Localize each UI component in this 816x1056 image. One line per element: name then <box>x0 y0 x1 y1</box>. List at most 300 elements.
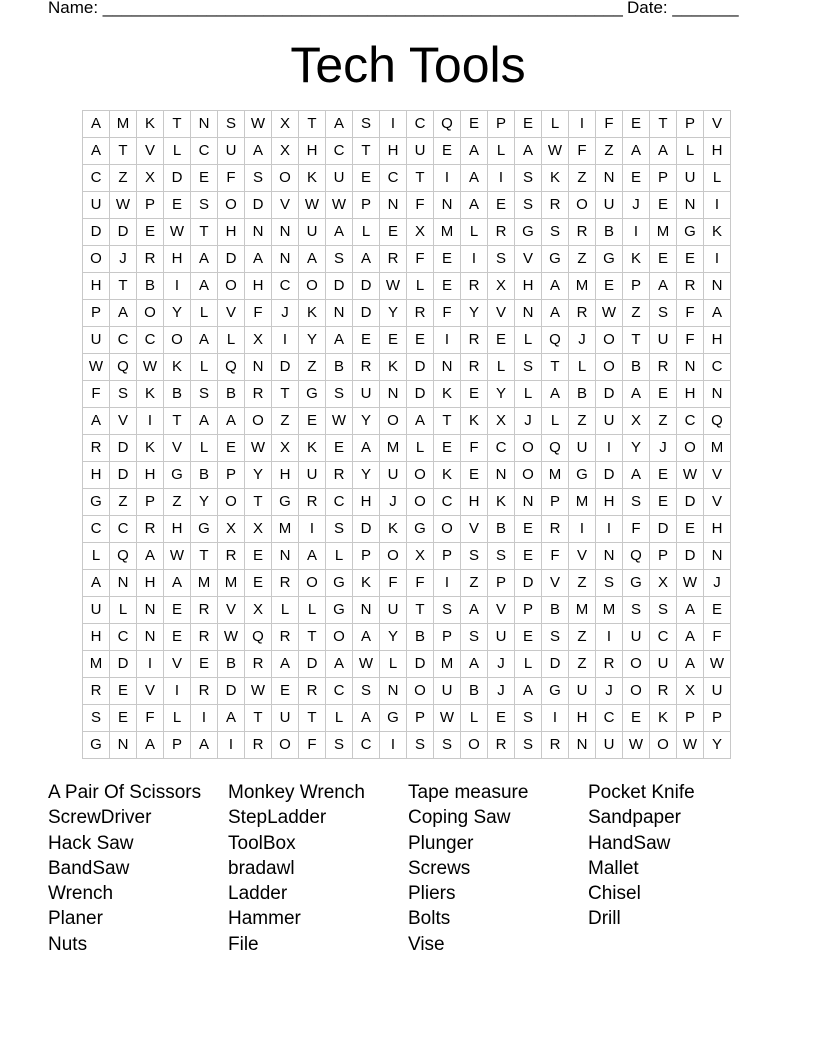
grid-cell: Z <box>569 570 596 597</box>
grid-cell: I <box>704 192 731 219</box>
grid-cell: J <box>488 651 515 678</box>
grid-cell: I <box>164 273 191 300</box>
grid-row <box>83 678 731 705</box>
grid-cell: N <box>245 354 272 381</box>
grid-cell: E <box>650 462 677 489</box>
grid-cell: A <box>83 111 110 138</box>
grid-row <box>83 273 731 300</box>
word-list-item: Sandpaper <box>588 807 681 829</box>
grid-cell: S <box>461 624 488 651</box>
grid-cell: D <box>299 651 326 678</box>
grid-cell: E <box>623 705 650 732</box>
grid-cell: U <box>353 381 380 408</box>
grid-cell: U <box>299 219 326 246</box>
grid-cell: J <box>650 435 677 462</box>
grid-cell: S <box>191 381 218 408</box>
grid-cell: I <box>569 516 596 543</box>
grid-cell: V <box>218 300 245 327</box>
grid-cell: W <box>380 273 407 300</box>
grid-cell: O <box>461 732 488 759</box>
grid-cell: U <box>704 678 731 705</box>
grid-cell: S <box>218 111 245 138</box>
grid-cell: E <box>515 543 542 570</box>
grid-cell: K <box>299 435 326 462</box>
grid-cell: M <box>569 273 596 300</box>
grid-cell: B <box>137 273 164 300</box>
grid-cell: F <box>137 705 164 732</box>
grid-cell: K <box>380 516 407 543</box>
grid-cell: T <box>407 165 434 192</box>
word-list-item: Coping Saw <box>408 807 511 829</box>
grid-cell: D <box>110 462 137 489</box>
grid-cell: D <box>353 300 380 327</box>
grid-cell: N <box>515 300 542 327</box>
grid-cell: E <box>110 678 137 705</box>
grid-cell: N <box>326 300 353 327</box>
grid-cell: E <box>245 543 272 570</box>
grid-cell: R <box>569 219 596 246</box>
grid-cell: S <box>245 165 272 192</box>
grid-row <box>83 705 731 732</box>
grid-cell: C <box>326 489 353 516</box>
name-field-label: Name: _______________________________________________________ <box>48 0 623 17</box>
grid-cell: P <box>488 111 515 138</box>
grid-cell: F <box>83 381 110 408</box>
grid-cell: S <box>353 111 380 138</box>
word-list-item: Pliers <box>408 883 456 905</box>
grid-cell: K <box>461 408 488 435</box>
grid-cell: E <box>272 678 299 705</box>
grid-cell: E <box>299 408 326 435</box>
grid-cell: F <box>569 138 596 165</box>
grid-cell: F <box>677 327 704 354</box>
grid-cell: E <box>650 381 677 408</box>
grid-cell: U <box>218 138 245 165</box>
grid-cell: H <box>353 489 380 516</box>
word-list-item: ScrewDriver <box>48 807 152 829</box>
grid-cell: Y <box>380 624 407 651</box>
grid-cell: E <box>623 111 650 138</box>
grid-cell: M <box>110 111 137 138</box>
grid-cell: G <box>272 489 299 516</box>
grid-cell: F <box>542 543 569 570</box>
grid-cell: E <box>137 219 164 246</box>
grid-cell: K <box>137 111 164 138</box>
grid-cell: C <box>434 489 461 516</box>
grid-cell: A <box>326 651 353 678</box>
grid-cell: A <box>353 246 380 273</box>
grid-cell: I <box>380 111 407 138</box>
grid-cell: A <box>191 732 218 759</box>
grid-cell: O <box>515 462 542 489</box>
grid-cell: I <box>488 165 515 192</box>
grid-cell: U <box>83 192 110 219</box>
word-list-column <box>588 780 768 932</box>
grid-cell: D <box>407 381 434 408</box>
grid-cell: E <box>461 111 488 138</box>
grid-cell: H <box>137 462 164 489</box>
grid-cell: A <box>461 597 488 624</box>
grid-cell: U <box>596 192 623 219</box>
word-list-item: Drill <box>588 908 621 930</box>
grid-cell: Q <box>218 354 245 381</box>
grid-cell: S <box>515 165 542 192</box>
grid-cell: O <box>299 273 326 300</box>
grid-cell: V <box>704 462 731 489</box>
grid-cell: R <box>461 327 488 354</box>
grid-cell: L <box>83 543 110 570</box>
grid-cell: A <box>137 543 164 570</box>
grid-cell: E <box>488 705 515 732</box>
grid-cell: W <box>677 570 704 597</box>
grid-cell: O <box>407 489 434 516</box>
grid-cell: C <box>677 408 704 435</box>
grid-cell: X <box>272 435 299 462</box>
grid-cell: L <box>380 651 407 678</box>
grid-cell: D <box>407 354 434 381</box>
grid-cell: A <box>542 300 569 327</box>
grid-cell: B <box>542 597 569 624</box>
grid-cell: Y <box>164 300 191 327</box>
grid-cell: E <box>407 327 434 354</box>
grid-cell: L <box>218 327 245 354</box>
grid-cell: E <box>380 327 407 354</box>
grid-cell: X <box>245 516 272 543</box>
grid-cell: I <box>596 624 623 651</box>
grid-cell: H <box>380 138 407 165</box>
grid-cell: I <box>623 219 650 246</box>
grid-cell: H <box>569 705 596 732</box>
word-list-item: Vise <box>408 933 445 955</box>
grid-cell: A <box>245 138 272 165</box>
grid-cell: S <box>515 705 542 732</box>
grid-cell: P <box>488 570 515 597</box>
grid-cell: N <box>380 381 407 408</box>
grid-cell: K <box>434 462 461 489</box>
grid-cell: L <box>542 408 569 435</box>
header <box>48 0 748 18</box>
grid-cell: N <box>704 543 731 570</box>
grid-cell: L <box>191 300 218 327</box>
grid-cell: J <box>623 192 650 219</box>
word-list-item: Hammer <box>228 908 301 930</box>
grid-cell: S <box>515 732 542 759</box>
grid-cell: G <box>326 597 353 624</box>
grid-cell: Y <box>380 300 407 327</box>
grid-cell: L <box>272 597 299 624</box>
grid-cell: A <box>245 246 272 273</box>
grid-cell: E <box>191 651 218 678</box>
grid-cell: C <box>488 435 515 462</box>
grid-cell: S <box>650 300 677 327</box>
grid-cell: O <box>569 192 596 219</box>
grid-cell: F <box>704 624 731 651</box>
grid-cell: S <box>488 246 515 273</box>
grid-cell: A <box>542 273 569 300</box>
grid-cell: D <box>110 219 137 246</box>
grid-cell: N <box>434 354 461 381</box>
grid-cell: H <box>677 381 704 408</box>
grid-cell: E <box>434 435 461 462</box>
grid-cell: L <box>191 354 218 381</box>
grid-cell: P <box>164 732 191 759</box>
grid-cell: W <box>83 354 110 381</box>
grid-cell: P <box>650 543 677 570</box>
grid-cell: X <box>245 327 272 354</box>
grid-row <box>83 462 731 489</box>
grid-cell: L <box>704 165 731 192</box>
grid-cell: N <box>704 381 731 408</box>
grid-cell: O <box>83 246 110 273</box>
grid-cell: H <box>83 273 110 300</box>
grid-cell: R <box>542 732 569 759</box>
grid-cell: L <box>461 705 488 732</box>
grid-cell: M <box>272 516 299 543</box>
grid-cell: E <box>218 435 245 462</box>
grid-cell: T <box>245 705 272 732</box>
grid-cell: N <box>353 597 380 624</box>
grid-cell: P <box>353 192 380 219</box>
grid-cell: W <box>353 651 380 678</box>
grid-cell: A <box>650 273 677 300</box>
grid-cell: U <box>407 138 434 165</box>
grid-cell: H <box>218 219 245 246</box>
grid-cell: G <box>407 516 434 543</box>
grid-cell: E <box>461 381 488 408</box>
grid-cell: E <box>164 192 191 219</box>
grid-cell: A <box>191 327 218 354</box>
grid-cell: Y <box>245 462 272 489</box>
grid-cell: T <box>299 111 326 138</box>
grid-cell: L <box>677 138 704 165</box>
word-search-grid <box>82 110 731 759</box>
grid-cell: T <box>299 624 326 651</box>
grid-cell: K <box>299 165 326 192</box>
grid-cell: E <box>434 246 461 273</box>
grid-cell: B <box>407 624 434 651</box>
grid-cell: V <box>137 678 164 705</box>
grid-cell: W <box>326 408 353 435</box>
grid-cell: A <box>83 570 110 597</box>
grid-cell: G <box>380 705 407 732</box>
grid-cell: W <box>623 732 650 759</box>
grid-cell: W <box>164 543 191 570</box>
grid-cell: Z <box>650 408 677 435</box>
grid-cell: O <box>245 408 272 435</box>
grid-cell: E <box>245 570 272 597</box>
grid-cell: K <box>650 705 677 732</box>
word-list-column <box>48 780 228 957</box>
grid-cell: Z <box>569 651 596 678</box>
grid-cell: B <box>569 381 596 408</box>
grid-cell: L <box>488 138 515 165</box>
grid-cell: E <box>623 165 650 192</box>
grid-cell: R <box>191 597 218 624</box>
grid-cell: O <box>326 624 353 651</box>
grid-cell: W <box>164 219 191 246</box>
grid-cell: S <box>191 192 218 219</box>
grid-cell: R <box>83 678 110 705</box>
grid-cell: U <box>596 732 623 759</box>
grid-cell: W <box>677 462 704 489</box>
grid-cell: A <box>542 381 569 408</box>
grid-cell: A <box>326 111 353 138</box>
grid-cell: R <box>272 570 299 597</box>
grid-cell: Y <box>704 732 731 759</box>
grid-row <box>83 327 731 354</box>
grid-cell: C <box>272 273 299 300</box>
grid-cell: H <box>704 516 731 543</box>
grid-cell: W <box>677 732 704 759</box>
grid-cell: K <box>353 570 380 597</box>
grid-cell: Y <box>299 327 326 354</box>
grid-cell: H <box>272 462 299 489</box>
grid-cell: O <box>299 570 326 597</box>
grid-cell: O <box>623 678 650 705</box>
grid-cell: P <box>218 462 245 489</box>
grid-cell: A <box>515 138 542 165</box>
grid-row <box>83 192 731 219</box>
grid-cell: R <box>191 678 218 705</box>
grid-cell: Q <box>245 624 272 651</box>
grid-cell: A <box>623 138 650 165</box>
grid-cell: S <box>110 381 137 408</box>
grid-cell: S <box>542 219 569 246</box>
page-title: Tech Tools <box>290 37 526 93</box>
grid-row <box>83 408 731 435</box>
grid-cell: W <box>434 705 461 732</box>
grid-cell: R <box>650 354 677 381</box>
grid-cell: R <box>218 543 245 570</box>
grid-cell: A <box>461 165 488 192</box>
grid-cell: T <box>164 408 191 435</box>
grid-cell: O <box>515 435 542 462</box>
grid-cell: Q <box>623 543 650 570</box>
grid-cell: V <box>515 246 542 273</box>
grid-cell: A <box>677 651 704 678</box>
grid-cell: Y <box>353 462 380 489</box>
grid-cell: W <box>110 192 137 219</box>
grid-cell: U <box>596 408 623 435</box>
grid-cell: F <box>407 570 434 597</box>
grid-cell: E <box>353 165 380 192</box>
grid-cell: A <box>677 624 704 651</box>
grid-cell: E <box>515 111 542 138</box>
grid-cell: X <box>272 111 299 138</box>
grid-cell: K <box>488 489 515 516</box>
grid-cell: O <box>218 192 245 219</box>
grid-cell: V <box>164 651 191 678</box>
grid-cell: G <box>326 570 353 597</box>
grid-cell: Z <box>569 624 596 651</box>
grid-cell: K <box>542 165 569 192</box>
grid-cell: U <box>83 597 110 624</box>
grid-cell: U <box>380 597 407 624</box>
grid-cell: D <box>650 516 677 543</box>
grid-cell: D <box>407 651 434 678</box>
grid-cell: C <box>596 705 623 732</box>
grid-cell: K <box>623 246 650 273</box>
grid-cell: L <box>164 705 191 732</box>
grid-cell: E <box>164 597 191 624</box>
grid-cell: B <box>218 651 245 678</box>
grid-cell: C <box>83 516 110 543</box>
grid-cell: V <box>488 597 515 624</box>
grid-cell: R <box>488 732 515 759</box>
grid-cell: D <box>83 219 110 246</box>
grid-cell: L <box>191 435 218 462</box>
grid-cell: G <box>569 462 596 489</box>
grid-cell: X <box>407 543 434 570</box>
grid-cell: B <box>488 516 515 543</box>
grid-cell: K <box>434 381 461 408</box>
grid-cell: P <box>83 300 110 327</box>
grid-cell: L <box>326 543 353 570</box>
grid-cell: A <box>191 408 218 435</box>
grid-cell: H <box>596 489 623 516</box>
grid-cell: L <box>110 597 137 624</box>
grid-cell: O <box>596 327 623 354</box>
grid-cell: P <box>704 705 731 732</box>
grid-cell: N <box>191 111 218 138</box>
grid-cell: U <box>380 462 407 489</box>
grid-cell: V <box>164 435 191 462</box>
grid-row <box>83 516 731 543</box>
grid-cell: T <box>245 489 272 516</box>
grid-cell: P <box>515 597 542 624</box>
grid-cell: B <box>164 381 191 408</box>
grid-cell: E <box>650 246 677 273</box>
grid-cell: L <box>515 651 542 678</box>
grid-cell: V <box>704 111 731 138</box>
grid-cell: V <box>218 597 245 624</box>
grid-cell: L <box>353 219 380 246</box>
grid-cell: X <box>677 678 704 705</box>
grid-row <box>83 165 731 192</box>
grid-cell: Q <box>704 408 731 435</box>
grid-row <box>83 246 731 273</box>
grid-cell: Q <box>542 435 569 462</box>
grid-cell: E <box>488 192 515 219</box>
grid-cell: H <box>461 489 488 516</box>
grid-cell: I <box>434 165 461 192</box>
grid-cell: D <box>596 381 623 408</box>
grid-cell: D <box>110 651 137 678</box>
grid-cell: Z <box>461 570 488 597</box>
grid-cell: L <box>461 219 488 246</box>
grid-cell: Z <box>569 165 596 192</box>
grid-cell: Z <box>164 489 191 516</box>
grid-cell: A <box>407 408 434 435</box>
grid-cell: S <box>83 705 110 732</box>
grid-cell: A <box>191 273 218 300</box>
grid-cell: R <box>542 516 569 543</box>
grid-cell: Y <box>623 435 650 462</box>
grid-cell: D <box>353 273 380 300</box>
grid-cell: M <box>596 597 623 624</box>
grid-cell: L <box>542 111 569 138</box>
grid-cell: E <box>326 435 353 462</box>
grid-cell: I <box>299 516 326 543</box>
grid-cell: S <box>596 570 623 597</box>
grid-cell: P <box>623 273 650 300</box>
grid-cell: C <box>110 516 137 543</box>
word-list-item: Ladder <box>228 883 288 905</box>
grid-cell: F <box>596 111 623 138</box>
grid-cell: I <box>164 678 191 705</box>
grid-cell: H <box>83 462 110 489</box>
grid-cell: S <box>488 543 515 570</box>
